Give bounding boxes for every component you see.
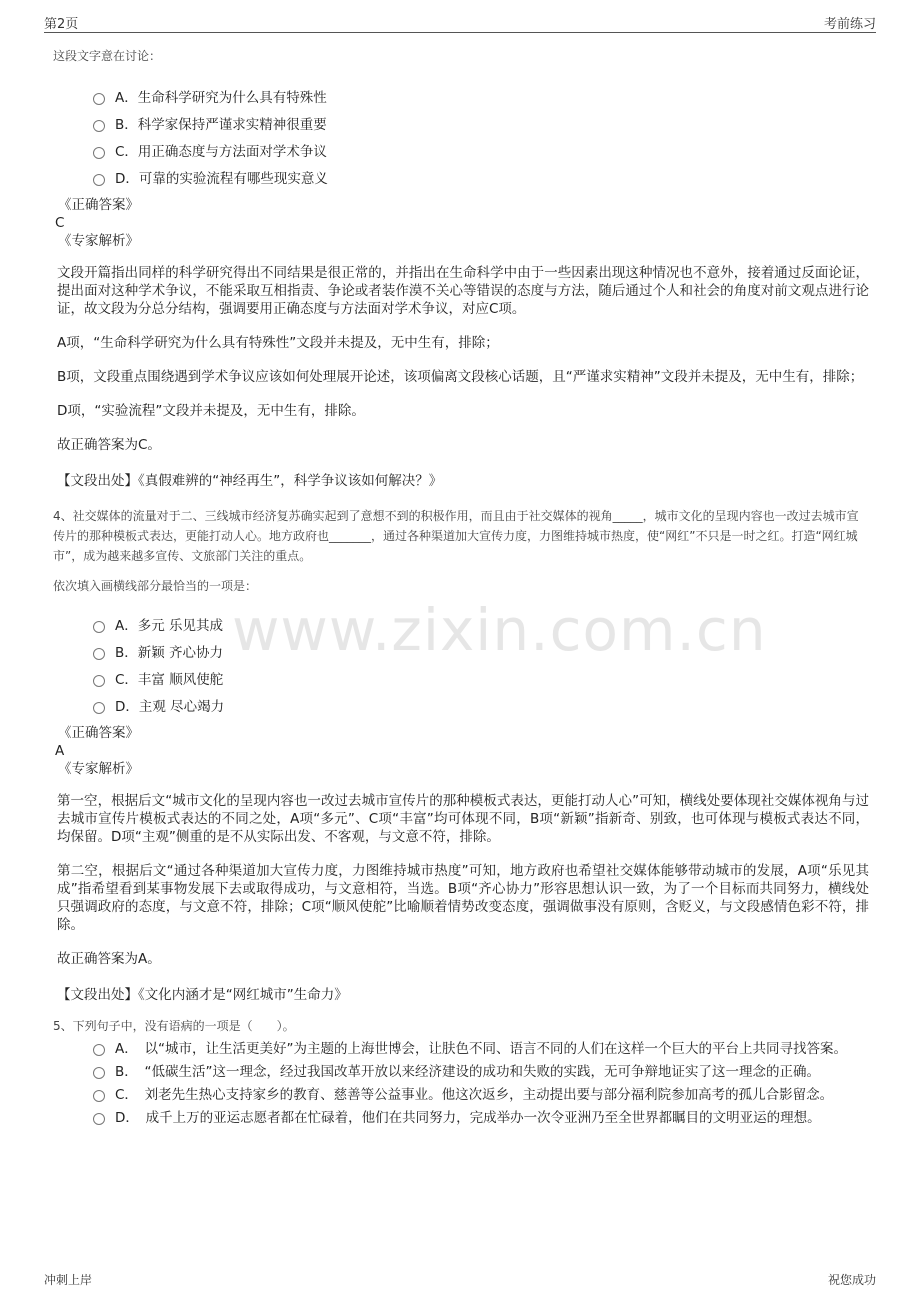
radio-icon[interactable] <box>93 1067 105 1079</box>
option-list <box>93 82 869 190</box>
header-title: 考前练习 <box>823 17 876 32</box>
analysis-paragraph: A项，“生命科学研究为什么具有特殊性”文段并未提及，无中生有，排除； <box>57 335 499 351</box>
radio-icon[interactable] <box>93 621 105 633</box>
option-d[interactable] <box>93 691 869 718</box>
option-label: A．生命科学研究为什么具有特殊性 <box>115 89 327 106</box>
option-label: D．主观 尽心竭力 <box>115 698 225 715</box>
answer-value: A <box>55 743 65 759</box>
option-a[interactable] <box>93 82 869 109</box>
option-b[interactable] <box>93 1063 869 1082</box>
option-label: D．可靠的实验流程有哪些现实意义 <box>115 170 328 187</box>
option-c[interactable] <box>93 136 869 163</box>
radio-icon[interactable] <box>93 1090 105 1102</box>
option-c[interactable] <box>93 664 869 691</box>
page-header <box>44 10 876 33</box>
analysis-label: 《专家解析》 <box>58 233 139 249</box>
analysis-paragraph: 第二空，根据后文“通过各种渠道加大宣传力度，力图维持城市热度”可知，地方政府也希望社交媒体能够带动城市的发展，A项“乐见其成”指希望看到某事物发展下去或取得成功，与文意相符，当选。B项“齐心协力”形容思想认识一致，为了一个目标而共同努力，横线处只强调政府的态度，与文意不符，排除；C项“顺风使舵”比喻顺着情势改变态度，强调做事没有原则，含贬义，与文段感情色彩不符，排除。 <box>57 863 869 933</box>
option-label: C．用正确态度与方法面对学术争议 <box>115 143 327 160</box>
option-c[interactable] <box>93 1086 869 1105</box>
footer-right: 祝您成功 <box>827 1273 876 1287</box>
radio-icon[interactable] <box>93 93 105 105</box>
radio-icon[interactable] <box>93 675 105 687</box>
option-list <box>93 610 869 718</box>
page-number: 第2页 <box>44 17 79 32</box>
radio-icon[interactable] <box>93 702 105 714</box>
option-label: A． 以“城市，让生活更美好”为主题的上海世博会，让肤色不同、语言不同的人们在这样一个巨大的平台上共同寻找答案。 <box>115 1041 847 1057</box>
radio-icon[interactable] <box>93 147 105 159</box>
option-list <box>93 1040 869 1128</box>
option-b[interactable] <box>93 637 869 664</box>
analysis-paragraph: 第一空，根据后文“城市文化的呈现内容也一改过去城市宣传片的那种模板式表达，更能打动人心”可知，横线处要体现社交媒体视角与过去城市宣传片模板式表达的不同之处，A项“多元”、C项“丰富”均可体现不同，B项“新颖”指新奇、别致，也可体现与模板式表达不同，均保留。D项“主观”侧重的是不从实际出发、不客观，与文意不符，排除。 <box>57 793 869 845</box>
analysis-paragraph: B项，文段重点围绕遇到学术争议应该如何处理展开论述，该项偏离文段核心话题，且“严谨求实精神”文段并未提及，无中生有，排除； <box>57 369 864 385</box>
main-content <box>53 46 869 1128</box>
question-text: 5、下列句子中，没有语病的一项是（ ）。 <box>53 1019 295 1033</box>
question-prompt: 这段文字意在讨论： <box>53 49 162 63</box>
option-label: A．多元 乐见其成 <box>115 617 224 634</box>
watermark: www.zixin.com.cn <box>232 596 767 664</box>
analysis-label: 《专家解析》 <box>58 761 139 777</box>
option-label: D． 成千上万的亚运志愿者都在忙碌着，他们在共同努力，完成举办一次令亚洲乃至全世界都瞩目的文明亚运的理想。 <box>115 1110 821 1126</box>
answer-value: C <box>55 215 65 231</box>
analysis-paragraph: 故正确答案为A。 <box>57 951 161 967</box>
radio-icon[interactable] <box>93 174 105 186</box>
option-d[interactable] <box>93 163 869 190</box>
answer-label: 《正确答案》 <box>58 197 139 213</box>
analysis-paragraph: D项，“实验流程”文段并未提及，无中生有，排除。 <box>57 403 365 419</box>
option-label: B． “低碳生活”这一理念，经过我国改革开放以来经济建设的成功和失败的实践，无可争辩地证实了这一理念的正确。 <box>115 1064 820 1080</box>
analysis-paragraph: 故正确答案为C。 <box>57 437 161 453</box>
analysis-paragraph: 文段开篇指出同样的科学研究得出不同结果是很正常的，并指出在生命科学中由于一些因素出现这种情况也不意外，接着通过反面论证，提出面对这种学术争议，不能采取互相指责、争论或者装作漠不关心等错误的态度与方法，随后通过个人和社会的角度对前文观点进行论证，故文段为分总分结构，强调要用正确态度与方法面对学术争议，对应C项。 <box>57 265 869 317</box>
source-citation: 【文段出处】《真假难辨的“神经再生”，科学争议该如何解决？》 <box>57 473 443 489</box>
option-label: C．丰富 顺风使舵 <box>115 671 224 688</box>
option-a[interactable] <box>93 610 869 637</box>
option-label: B．新颖 齐心协力 <box>115 644 224 661</box>
option-label: C． 刘老先生热心支持家乡的教育、慈善等公益事业。他这次返乡，主动提出要与部分福利院参加高考的孤儿合影留念。 <box>115 1087 834 1103</box>
radio-icon[interactable] <box>93 120 105 132</box>
option-a[interactable] <box>93 1040 869 1059</box>
option-b[interactable] <box>93 109 869 136</box>
option-d[interactable] <box>93 1109 869 1128</box>
radio-icon[interactable] <box>93 648 105 660</box>
footer-left: 冲刺上岸 <box>44 1273 93 1287</box>
answer-label: 《正确答案》 <box>58 725 139 741</box>
question-text: 4、社交媒体的流量对于二、三线城市经济复苏确实起到了意想不到的积极作用，而且由于社交媒体的视角_____，城市文化的呈现内容也一改过去城市宣传片的那种模板式表达，更能打动人心。地方政府也_______，通过各种渠道加大宣传力度，力图维持城市热度，使“网红”不只是一时之红。打造“网红城市”，成为越来越多宣传、文旅部门关注的重点。 <box>53 509 859 563</box>
radio-icon[interactable] <box>93 1113 105 1125</box>
option-label: B．科学家保持严谨求实精神很重要 <box>115 116 327 133</box>
question-prompt: 依次填入画横线部分最恰当的一项是： <box>53 579 258 593</box>
radio-icon[interactable] <box>93 1044 105 1056</box>
source-citation: 【文段出处】《文化内涵才是“网红城市”生命力》 <box>57 987 348 1003</box>
